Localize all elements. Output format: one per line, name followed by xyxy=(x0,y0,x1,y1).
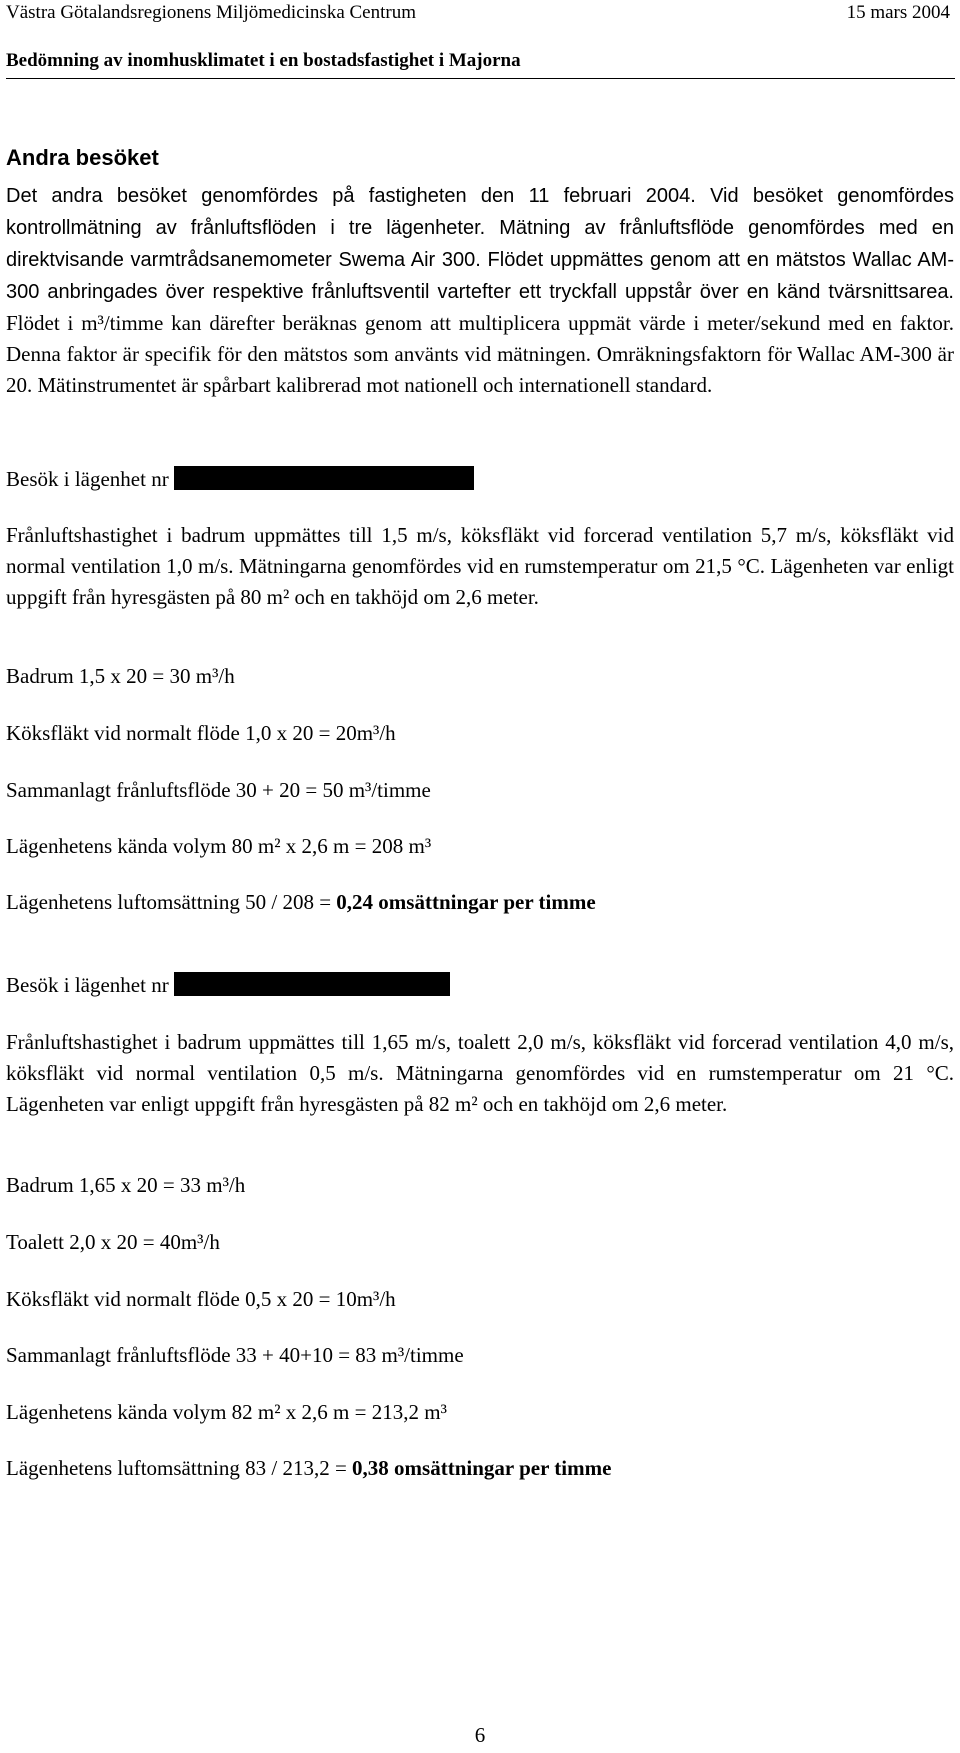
page-number: 6 xyxy=(474,1723,486,1747)
visit2-calc-omsattning xyxy=(6,1453,611,1484)
visit2-calc-badrum: Badrum 1,65 x 20 = 33 m³/h xyxy=(6,1173,246,1197)
section-title: Andra besöket xyxy=(6,145,159,170)
visit2-calc-toalett: Toalett 2,0 x 20 = 40m³/h xyxy=(6,1230,220,1254)
intro-serif-text: Flödet i m³/timme kan därefter beräknas genom att multiplicera uppmät värde i meter/sekund med en faktor. Denna faktor är specifik för den mätstos som använts vid mätningen. Omräkningsfaktorn för Wallac AM-300 är 20. Mätinstrumentet är spårbart kalibrerad mot nationell och internationell standard. xyxy=(6,311,954,397)
header-date: 15 mars 2004 xyxy=(846,2,950,23)
visit1-calc-omsattning xyxy=(6,887,596,918)
visit1-heading-line xyxy=(6,464,474,495)
redaction-bar xyxy=(174,466,474,490)
visit1-oms-result: 0,24 omsättningar per timme xyxy=(336,890,596,914)
intro-sans-text: Det andra besöket genomfördes på fastigheten den 11 februari 2004. Vid besöket genomfördes kontrollmätning av frånluftsflöden i tre lägenheter. Mätning av frånluftsflöde genomfördes med en direktvisande varmtrådsanemometer Swema Air 300. Flödet uppmättes genom att en mätstos Wallac AM-300 anbringades över respektive frånluftsventil vartefter ett tryckfall uppstår över en känd tvärsnittsarea. xyxy=(6,185,954,303)
header-organization: Västra Götalandsregionens Miljömedicinska Centrum xyxy=(6,2,416,23)
header-divider xyxy=(6,78,955,79)
visit1-calc-koksflakt: Köksfläkt vid normalt flöde 1,0 x 20 = 20m³/h xyxy=(6,721,396,745)
visit2-calc-koksflakt: Köksfläkt vid normalt flöde 0,5 x 20 = 10m³/h xyxy=(6,1287,396,1311)
visit2-oms-result: 0,38 omsättningar per timme xyxy=(352,1456,612,1480)
visit1-description: Frånluftshastighet i badrum uppmättes till 1,5 m/s, köksfläkt vid forcerad ventilation 5,7 m/s, köksfläkt vid normal ventilation 1,0 m/s. Mätningarna genomfördes vid en rumstemperatur om 21,5 °C. Lägenheten var enligt uppgift från hyresgästen på 80 m² och en takhöjd om 2,6 meter. xyxy=(6,523,954,609)
visit1-calc-sammanlagt: Sammanlagt frånluftsflöde 30 + 20 = 50 m³/timme xyxy=(6,778,431,802)
visit1-oms-prefix: Lägenhetens luftomsättning 50 / 208 = xyxy=(6,890,337,914)
visit1-calc-badrum: Badrum 1,5 x 20 = 30 m³/h xyxy=(6,664,235,688)
visit2-heading: Besök i lägenhet nr xyxy=(6,973,169,997)
visit2-heading-line xyxy=(6,970,450,1001)
header-report-title: Bedömning av inomhusklimatet i en bostadsfastighet i Majorna xyxy=(6,50,521,71)
visit2-calc-sammanlagt: Sammanlagt frånluftsflöde 33 + 40+10 = 83 m³/timme xyxy=(6,1343,464,1367)
visit1-calc-volym: Lägenhetens kända volym 80 m² x 2,6 m = 208 m³ xyxy=(6,834,432,858)
redaction-bar xyxy=(174,972,450,996)
visit2-oms-prefix: Lägenhetens luftomsättning 83 / 213,2 = xyxy=(6,1456,353,1480)
visit2-description: Frånluftshastighet i badrum uppmättes till 1,65 m/s, toalett 2,0 m/s, köksfläkt vid forcerad ventilation 4,0 m/s, köksfläkt vid normal ventilation 0,5 m/s. Mätningarna genomfördes vid en rumstemperatur om 21 °C. Lägenheten var enligt uppgift från hyresgästen på 82 m² och en takhöjd om 2,6 meter. xyxy=(6,1030,954,1116)
visit1-heading: Besök i lägenhet nr xyxy=(6,467,169,491)
intro-paragraph xyxy=(6,180,954,401)
visit2-calc-volym: Lägenhetens kända volym 82 m² x 2,6 m = 213,2 m³ xyxy=(6,1400,447,1424)
